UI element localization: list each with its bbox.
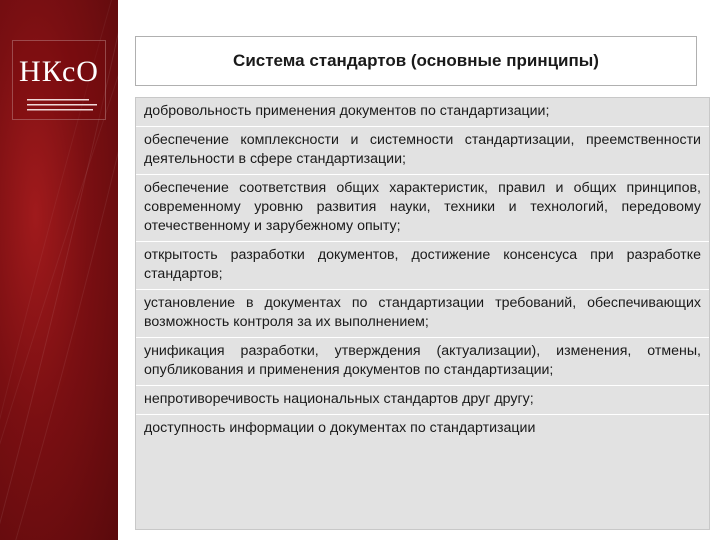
principle-item: открытость разработки документов, достижение консенсуса при разработке стандартов; [136, 242, 709, 290]
principles-list [136, 98, 709, 443]
slide-title: Система стандартов (основные принципы) [135, 36, 697, 86]
left-decorative-panel [0, 0, 118, 540]
principle-item: непротиворечивость национальных стандартов друг другу; [136, 386, 709, 415]
principle-item: добровольность применения документов по стандартизации; [136, 98, 709, 127]
principle-item: обеспечение комплексности и системности стандартизации, преемственности деятельности в сфере стандартизации; [136, 127, 709, 175]
principles-box [135, 97, 710, 530]
principle-item: обеспечение соответствия общих характеристик, правил и общих принципов, современному уровню развития науки, техники и технологий, передовому отечественному и зарубежному опыту; [136, 175, 709, 242]
principle-item: установление в документах по стандартизации требований, обеспечивающих возможность контроля за их выполнением; [136, 290, 709, 338]
logo-mark: НКсО [19, 55, 99, 88]
logo [12, 40, 106, 120]
principle-item: доступность информации о документах по стандартизации [144, 420, 536, 436]
logo-subtitle-lines [27, 97, 101, 117]
principle-item: унификация разработки, утверждения (актуализации), изменения, отмены, опубликования и применения документов по стандартизации; [136, 338, 709, 386]
